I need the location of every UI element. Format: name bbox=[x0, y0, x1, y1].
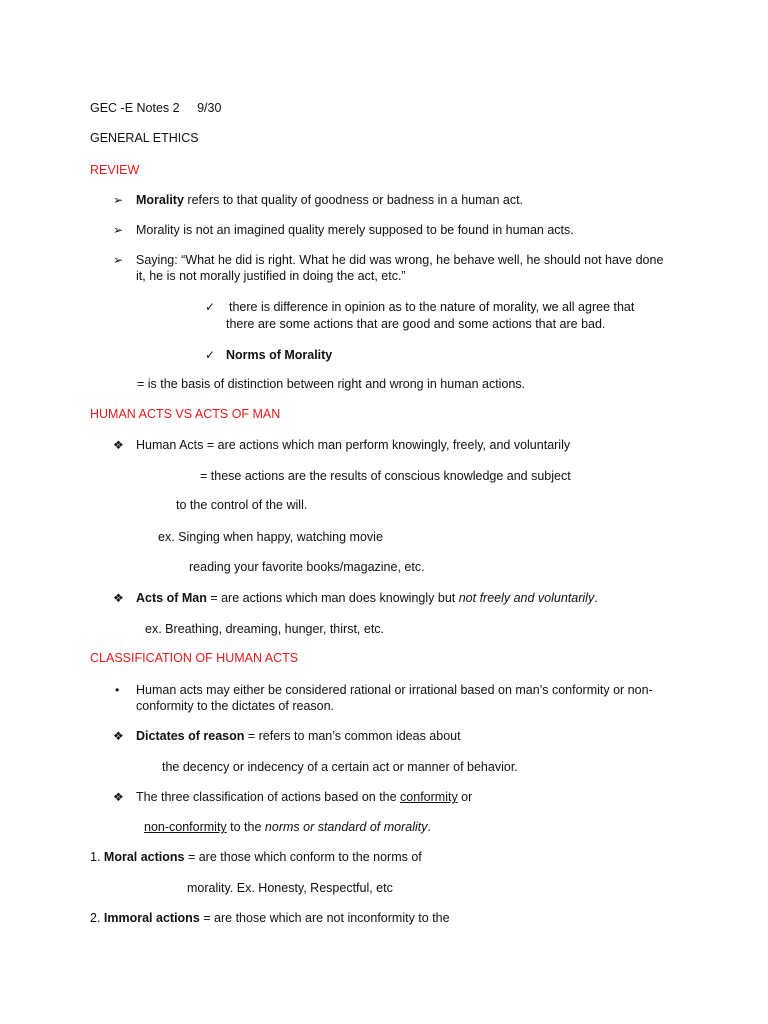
doc-date: 9/30 bbox=[197, 101, 222, 115]
section-heading-review: REVIEW bbox=[90, 163, 140, 177]
three-classification-cont: non-conformity to the norms or standard of morality. bbox=[144, 820, 431, 834]
classification-item-line2: conformity to the dictates of reason. bbox=[136, 699, 335, 713]
review-item-imagined: Morality is not an imagined quality merely supposed to be found in human acts. bbox=[136, 223, 574, 237]
review-item-morality: Morality refers to that quality of goodness or badness in a human act. bbox=[136, 193, 524, 207]
checkmark-icon: ✓ bbox=[205, 348, 216, 362]
review-item-saying-line2: it, he is not morally justified in doing the act, etc.” bbox=[136, 269, 406, 283]
dictates-of-reason-cont: the decency or indecency of a certain act or manner of behavior. bbox=[162, 760, 518, 774]
immoral-actions-item: 2. Immoral actions = are those which are not inconformity to the bbox=[90, 911, 450, 925]
dictates-of-reason-item: Dictates of reason = refers to man’s common ideas about bbox=[136, 729, 461, 743]
diamond-bullet-icon: ❖ bbox=[113, 438, 124, 452]
norms-definition: = is the basis of distinction between right and wrong in human actions. bbox=[137, 377, 526, 391]
doc-title: GEC -E Notes 2 bbox=[90, 101, 180, 115]
human-acts-example: ex. Singing when happy, watching movie bbox=[158, 530, 383, 544]
moral-actions-item: 1. Moral actions = are those which conform to the norms of bbox=[90, 850, 422, 864]
check-item-norms: Norms of Morality bbox=[226, 348, 333, 362]
moral-actions-cont: morality. Ex. Honesty, Respectful, etc bbox=[187, 881, 393, 895]
subject-title: GENERAL ETHICS bbox=[90, 131, 199, 145]
arrow-bullet-icon: ➢ bbox=[113, 193, 124, 207]
human-acts-item: Human Acts = are actions which man perform knowingly, freely, and voluntarily bbox=[136, 438, 571, 452]
section-heading-human-acts: HUMAN ACTS VS ACTS OF MAN bbox=[90, 407, 281, 421]
checkmark-icon: ✓ bbox=[205, 300, 216, 314]
acts-of-man-example: ex. Breathing, dreaming, hunger, thirst, etc. bbox=[145, 622, 385, 636]
acts-of-man-item: Acts of Man = are actions which man does knowingly but not freely and voluntarily. bbox=[136, 591, 598, 605]
arrow-bullet-icon: ➢ bbox=[113, 223, 124, 237]
human-acts-cont2: to the control of the will. bbox=[176, 498, 308, 512]
human-acts-example-cont: reading your favorite books/magazine, etc. bbox=[189, 560, 425, 574]
dot-bullet-icon: • bbox=[115, 683, 120, 697]
diamond-bullet-icon: ❖ bbox=[113, 591, 124, 605]
diamond-bullet-icon: ❖ bbox=[113, 729, 124, 743]
diamond-bullet-icon: ❖ bbox=[113, 790, 124, 804]
classification-item-line1: Human acts may either be considered rational or irrational based on man’s conformity or non- bbox=[136, 683, 653, 697]
three-classification-item: The three classification of actions based on the conformity or bbox=[136, 790, 473, 804]
check-item-opinion-line1: there is difference in opinion as to the nature of morality, we all agree that bbox=[229, 300, 635, 314]
doc-header bbox=[90, 100, 221, 116]
review-item-saying-line1: Saying: “What he did is right. What he did was wrong, he behave well, he should not have done bbox=[136, 253, 664, 267]
section-heading-classification: CLASSIFICATION OF HUMAN ACTS bbox=[90, 651, 299, 665]
human-acts-cont1: = these actions are the results of conscious knowledge and subject bbox=[200, 469, 571, 483]
arrow-bullet-icon: ➢ bbox=[113, 253, 124, 267]
check-item-opinion-line2: there are some actions that are good and some actions that are bad. bbox=[226, 317, 606, 331]
